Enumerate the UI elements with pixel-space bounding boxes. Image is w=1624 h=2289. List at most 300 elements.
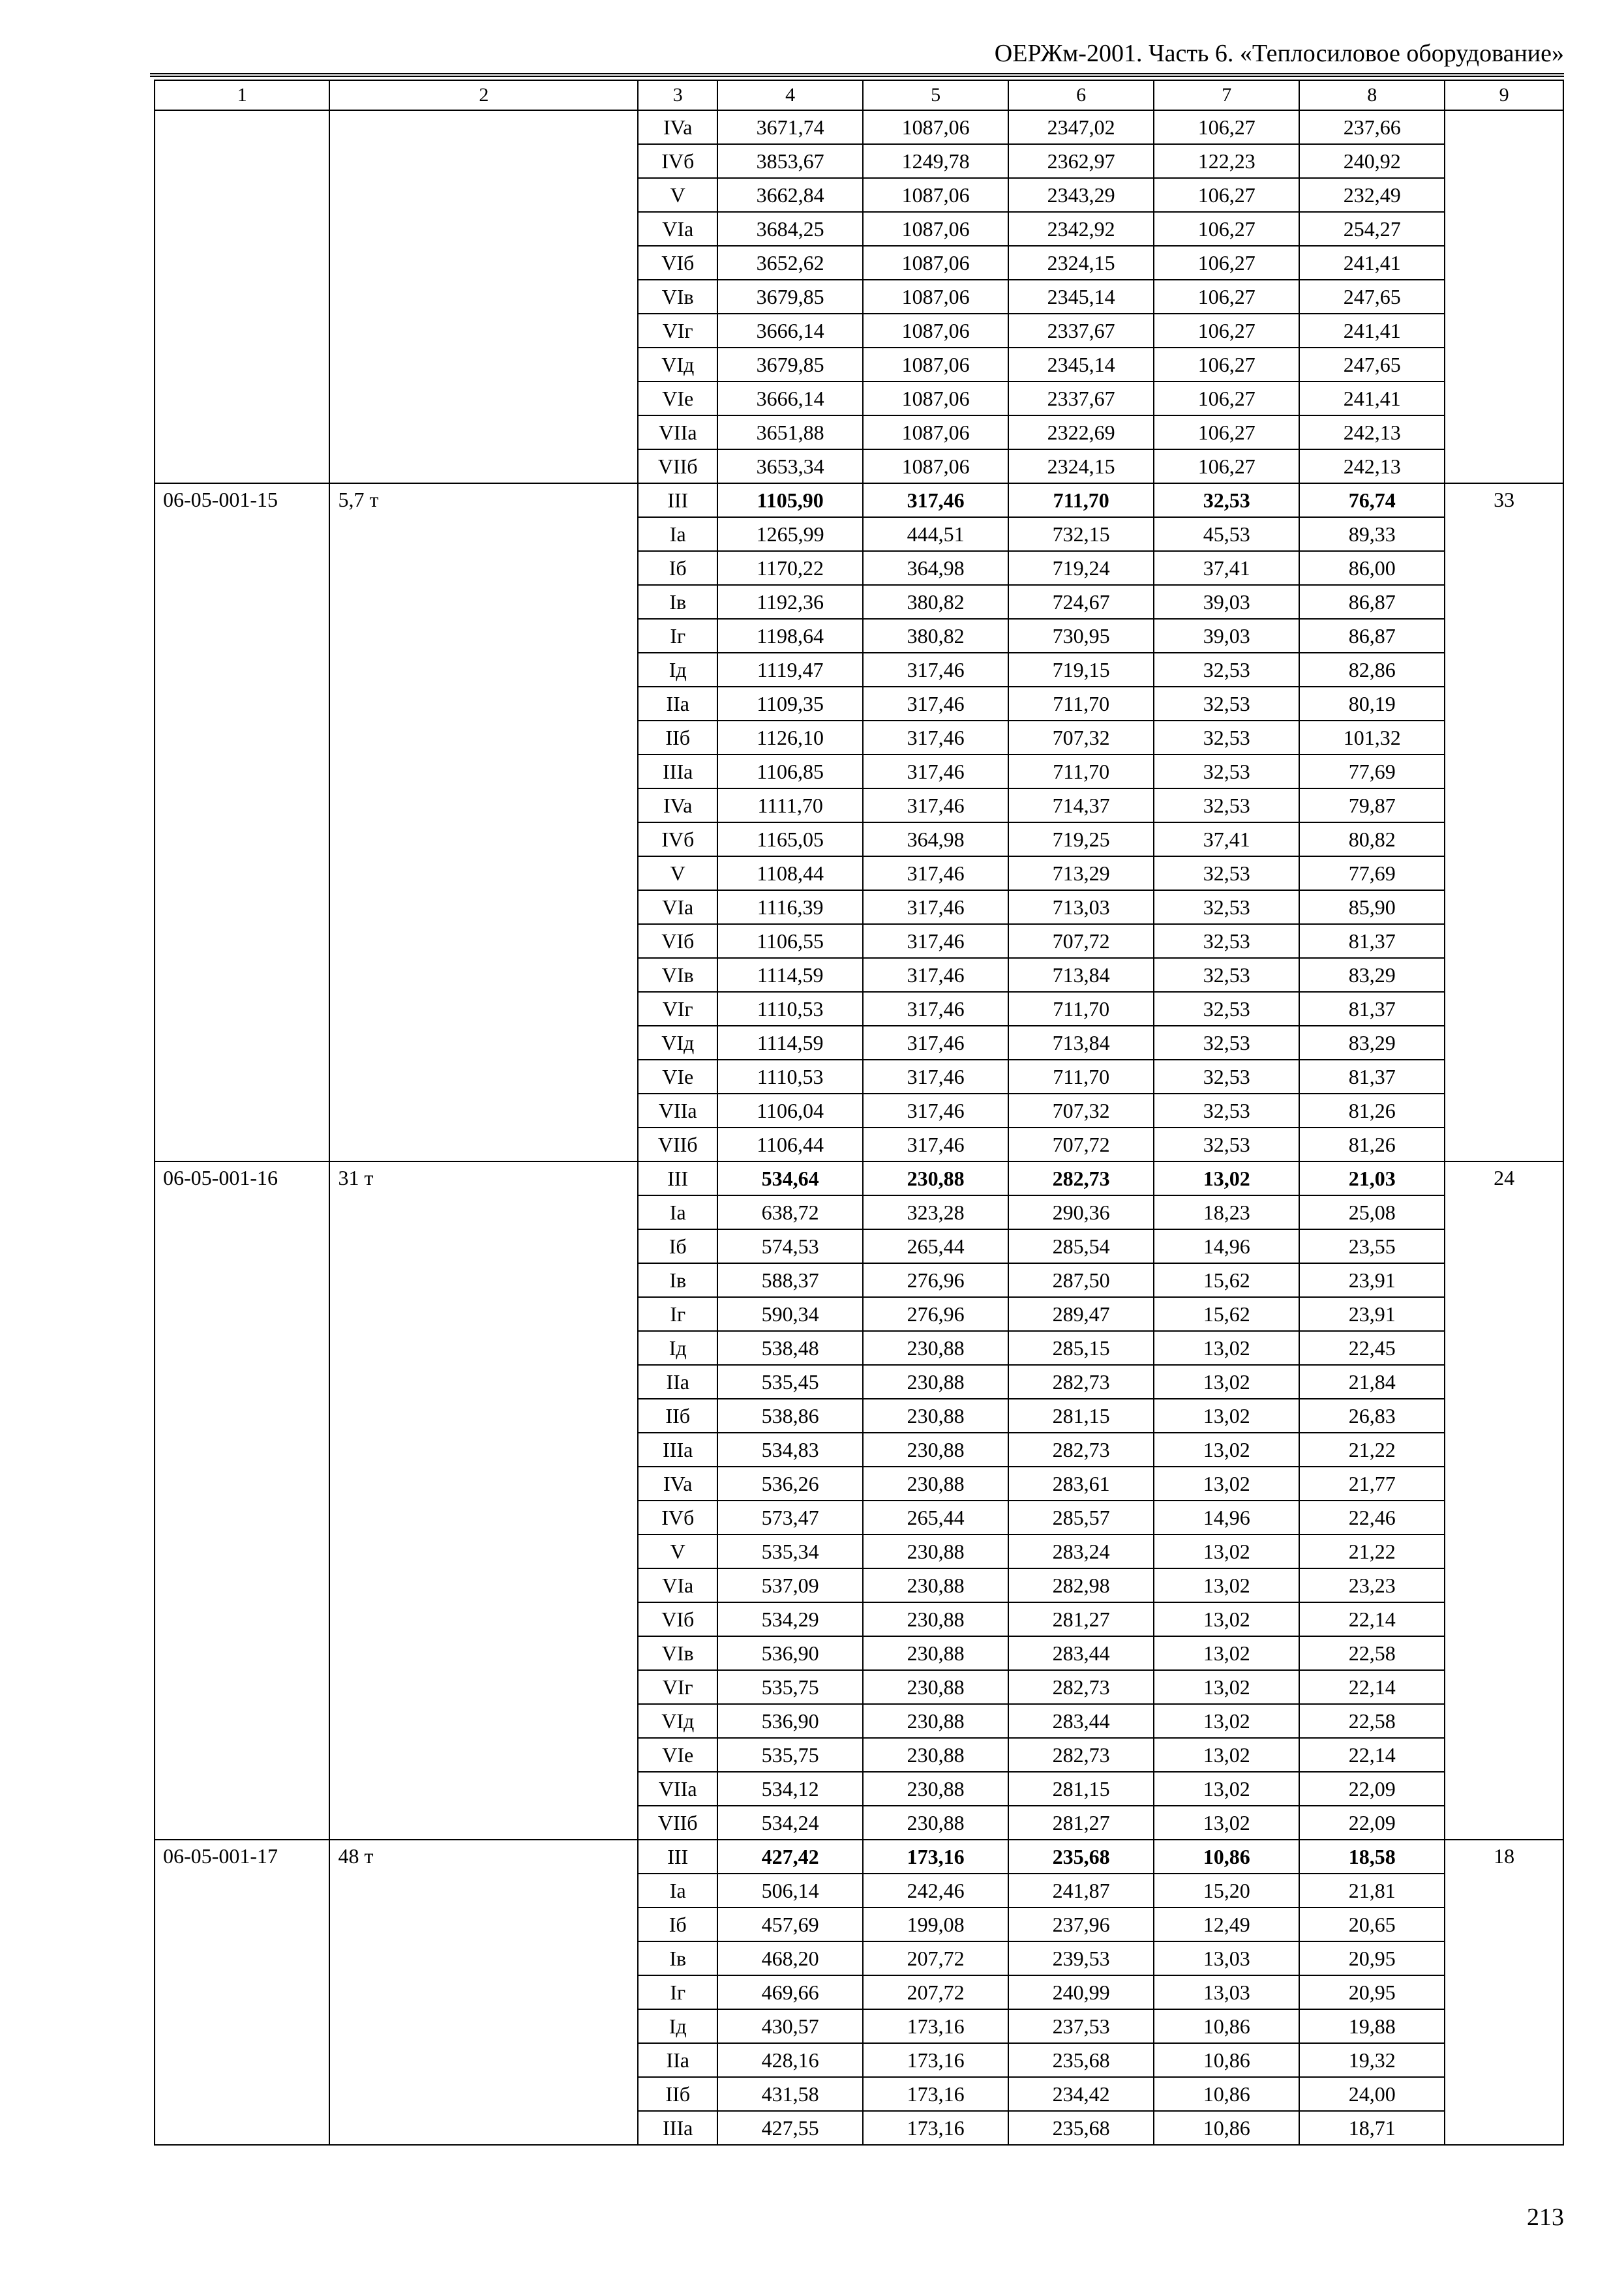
table-row [155,1094,1563,1128]
zone-code: IVб [638,822,717,856]
zone-code: VIв [638,1636,717,1670]
value-cell: 1265,99 [717,517,863,551]
page-header-title: ОЕРЖм-2001. Часть 6. «Теплосиловое оборудование» [994,40,1564,67]
value-cell: 285,54 [1008,1229,1154,1263]
value-cell: 536,90 [717,1704,863,1738]
page-header [150,38,1564,77]
value-cell: 724,67 [1008,585,1154,619]
zone-code: IIIa [638,1433,717,1467]
value-cell: 317,46 [863,1060,1008,1094]
table-row [155,212,1563,246]
value-cell: 22,09 [1299,1806,1445,1840]
note-cell: 24 [1445,1161,1563,1195]
value-cell: 317,46 [863,687,1008,721]
value-cell: 10,86 [1154,2009,1299,2043]
value-cell: 122,23 [1154,144,1299,178]
value-cell: 32,53 [1154,721,1299,755]
value-cell: 13,02 [1154,1806,1299,1840]
table-row [155,755,1563,788]
zone-code: Ia [638,517,717,551]
zone-code: IIб [638,1399,717,1433]
table-row [155,2009,1563,2043]
value-cell: 32,53 [1154,1026,1299,1060]
value-cell: 23,91 [1299,1297,1445,1331]
table-row [155,958,1563,992]
value-cell: 173,16 [863,1840,1008,1874]
value-cell: 573,47 [717,1501,863,1534]
equipment-parameter [329,721,638,755]
value-cell: 242,13 [1299,449,1445,483]
value-cell: 1087,06 [863,348,1008,382]
note-cell [1445,2043,1563,2077]
rate-code [155,1501,329,1534]
zone-code: VIIб [638,449,717,483]
table-row [155,856,1563,890]
value-cell: 13,02 [1154,1161,1299,1195]
rate-code [155,1195,329,1229]
note-cell [1445,1026,1563,1060]
value-cell: 538,86 [717,1399,863,1433]
equipment-parameter [329,1365,638,1399]
page-number: 213 [1527,2204,1564,2231]
rate-code [155,1738,329,1772]
equipment-parameter [329,1772,638,1806]
column-number: 9 [1445,80,1563,110]
zone-code: VIд [638,348,717,382]
value-cell: 638,72 [717,1195,863,1229]
rate-code [155,314,329,348]
zone-code: IIa [638,687,717,721]
zone-code: VIe [638,1060,717,1094]
zone-code: Iв [638,1941,717,1975]
rate-code [155,1128,329,1161]
table-row [155,653,1563,687]
value-cell: 22,45 [1299,1331,1445,1365]
value-cell: 719,15 [1008,653,1154,687]
equipment-parameter [329,415,638,449]
equipment-parameter [329,1874,638,1908]
value-cell: 22,09 [1299,1772,1445,1806]
value-cell: 1106,04 [717,1094,863,1128]
value-cell: 13,02 [1154,1399,1299,1433]
value-cell: 230,88 [863,1161,1008,1195]
value-cell: 1106,85 [717,755,863,788]
value-cell: 230,88 [863,1568,1008,1602]
rate-code [155,1229,329,1263]
value-cell: 536,90 [717,1636,863,1670]
table-row [155,1602,1563,1636]
value-cell: 713,03 [1008,890,1154,924]
equipment-parameter [329,2077,638,2111]
table-row [155,788,1563,822]
value-cell: 37,41 [1154,822,1299,856]
note-cell [1445,1806,1563,1840]
equipment-parameter [329,1094,638,1128]
value-cell: 230,88 [863,1772,1008,1806]
equipment-parameter [329,1026,638,1060]
zone-code: VIб [638,246,717,280]
value-cell: 106,27 [1154,178,1299,212]
value-cell: 317,46 [863,755,1008,788]
equipment-parameter [329,619,638,653]
value-cell: 32,53 [1154,687,1299,721]
equipment-parameter [329,2043,638,2077]
value-cell: 13,02 [1154,1636,1299,1670]
value-cell: 707,72 [1008,1128,1154,1161]
value-cell: 241,41 [1299,246,1445,280]
value-cell: 86,00 [1299,551,1445,585]
note-cell [1445,1195,1563,1229]
note-cell [1445,2077,1563,2111]
value-cell: 14,96 [1154,1229,1299,1263]
value-cell: 317,46 [863,1128,1008,1161]
equipment-parameter [329,755,638,788]
value-cell: 535,75 [717,1738,863,1772]
value-cell: 364,98 [863,551,1008,585]
value-cell: 13,02 [1154,1365,1299,1399]
value-cell: 106,27 [1154,382,1299,415]
value-cell: 317,46 [863,1026,1008,1060]
value-cell: 2345,14 [1008,348,1154,382]
zone-code: Iв [638,1263,717,1297]
value-cell: 3662,84 [717,178,863,212]
value-cell: 32,53 [1154,788,1299,822]
value-cell: 719,25 [1008,822,1154,856]
equipment-parameter [329,212,638,246]
column-number: 4 [717,80,863,110]
note-cell [1445,1365,1563,1399]
equipment-parameter [329,1941,638,1975]
rate-code [155,212,329,246]
equipment-parameter [329,924,638,958]
value-cell: 1087,06 [863,382,1008,415]
zone-code: VIб [638,924,717,958]
note-cell [1445,585,1563,619]
rate-code [155,1094,329,1128]
rate-code [155,551,329,585]
value-cell: 32,53 [1154,958,1299,992]
rate-code [155,1806,329,1840]
note-cell [1445,653,1563,687]
table-row [155,1636,1563,1670]
note-cell [1445,1297,1563,1331]
equipment-parameter [329,280,638,314]
value-cell: 20,95 [1299,1975,1445,2009]
value-cell: 317,46 [863,924,1008,958]
value-cell: 3651,88 [717,415,863,449]
value-cell: 80,19 [1299,687,1445,721]
value-cell: 230,88 [863,1670,1008,1704]
table-row [155,1026,1563,1060]
table-row [155,1161,1563,1195]
value-cell: 76,74 [1299,483,1445,517]
equipment-parameter [329,1602,638,1636]
value-cell: 86,87 [1299,585,1445,619]
note-cell [1445,856,1563,890]
value-cell: 13,02 [1154,1670,1299,1704]
table-row [155,1433,1563,1467]
rate-code [155,687,329,721]
rate-code [155,110,329,144]
equipment-parameter [329,1433,638,1467]
column-number: 3 [638,80,717,110]
equipment-parameter [329,551,638,585]
zone-code: VIг [638,992,717,1026]
note-cell [1445,1263,1563,1297]
table-row [155,551,1563,585]
rate-code [155,992,329,1026]
value-cell: 85,90 [1299,890,1445,924]
value-cell: 1114,59 [717,958,863,992]
value-cell: 317,46 [863,856,1008,890]
note-cell [1445,1568,1563,1602]
zone-code: IIб [638,2077,717,2111]
value-cell: 3666,14 [717,382,863,415]
value-cell: 364,98 [863,822,1008,856]
rate-code [155,958,329,992]
value-cell: 534,12 [717,1772,863,1806]
rate-code [155,1433,329,1467]
zone-code: VIe [638,1738,717,1772]
zone-code: Ia [638,1874,717,1908]
value-cell: 283,44 [1008,1636,1154,1670]
table-row [155,687,1563,721]
note-cell [1445,1908,1563,1941]
value-cell: 237,66 [1299,110,1445,144]
value-cell: 730,95 [1008,619,1154,653]
equipment-parameter [329,1060,638,1094]
value-cell: 232,49 [1299,178,1445,212]
equipment-parameter [329,348,638,382]
rate-code [155,890,329,924]
equipment-parameter [329,1908,638,1941]
equipment-parameter [329,1975,638,2009]
value-cell: 32,53 [1154,483,1299,517]
table-row [155,822,1563,856]
zone-code: VIв [638,958,717,992]
value-cell: 230,88 [863,1399,1008,1433]
value-cell: 240,92 [1299,144,1445,178]
note-cell: 18 [1445,1840,1563,1874]
value-cell: 13,02 [1154,1738,1299,1772]
value-cell: 1116,39 [717,890,863,924]
table-row [155,483,1563,517]
equipment-parameter [329,314,638,348]
value-cell: 21,84 [1299,1365,1445,1399]
value-cell: 1114,59 [717,1026,863,1060]
note-cell [1445,449,1563,483]
note-cell [1445,1941,1563,1975]
table-row [155,992,1563,1026]
note-cell [1445,1229,1563,1263]
note-cell [1445,687,1563,721]
note-cell [1445,1534,1563,1568]
note-cell [1445,1670,1563,1704]
value-cell: 2337,67 [1008,382,1154,415]
zone-code: V [638,856,717,890]
equipment-parameter [329,1704,638,1738]
rate-code [155,1568,329,1602]
rate-code [155,653,329,687]
note-cell [1445,1060,1563,1094]
value-cell: 1105,90 [717,483,863,517]
table-row [155,1874,1563,1908]
value-cell: 431,58 [717,2077,863,2111]
value-cell: 240,99 [1008,1975,1154,2009]
value-cell: 711,70 [1008,992,1154,1026]
value-cell: 2347,02 [1008,110,1154,144]
rate-code [155,415,329,449]
value-cell: 18,58 [1299,1840,1445,1874]
value-cell: 281,15 [1008,1772,1154,1806]
value-cell: 444,51 [863,517,1008,551]
table-row [155,585,1563,619]
equipment-parameter [329,144,638,178]
note-cell [1445,144,1563,178]
value-cell: 25,08 [1299,1195,1445,1229]
rate-code [155,178,329,212]
value-cell: 282,73 [1008,1365,1154,1399]
rate-code [155,1772,329,1806]
note-cell [1445,415,1563,449]
value-cell: 713,84 [1008,958,1154,992]
value-cell: 13,02 [1154,1704,1299,1738]
rate-code [155,1908,329,1941]
table-row [155,382,1563,415]
value-cell: 79,87 [1299,788,1445,822]
value-cell: 230,88 [863,1704,1008,1738]
equipment-parameter [329,1399,638,1433]
value-cell: 1119,47 [717,653,863,687]
table-row [155,348,1563,382]
table-row [155,415,1563,449]
value-cell: 230,88 [863,1534,1008,1568]
value-cell: 81,26 [1299,1094,1445,1128]
rate-code [155,1704,329,1738]
value-cell: 237,53 [1008,2009,1154,2043]
note-cell [1445,348,1563,382]
equipment-parameter: 31 т [329,1161,638,1195]
value-cell: 427,55 [717,2111,863,2145]
value-cell: 106,27 [1154,449,1299,483]
zone-code: VIIa [638,415,717,449]
value-cell: 469,66 [717,1975,863,2009]
equipment-parameter [329,449,638,483]
note-cell [1445,280,1563,314]
value-cell: 535,34 [717,1534,863,1568]
equipment-parameter [329,1738,638,1772]
zone-code: IIб [638,721,717,755]
value-cell: 317,46 [863,958,1008,992]
table-row [155,1975,1563,2009]
zone-code: IIIa [638,755,717,788]
table-row [155,1840,1563,1874]
rate-code [155,1060,329,1094]
equipment-parameter: 5,7 т [329,483,638,517]
value-cell: 13,02 [1154,1602,1299,1636]
table-row [155,1568,1563,1602]
value-cell: 1170,22 [717,551,863,585]
value-cell: 282,73 [1008,1670,1154,1704]
value-cell: 2362,97 [1008,144,1154,178]
rate-code [155,1467,329,1501]
equipment-parameter [329,1636,638,1670]
table-row [155,110,1563,144]
value-cell: 241,87 [1008,1874,1154,1908]
equipment-parameter [329,1534,638,1568]
note-cell [1445,1874,1563,1908]
zone-code: VIIб [638,1806,717,1840]
value-cell: 1087,06 [863,246,1008,280]
zone-code: III [638,1161,717,1195]
value-cell: 22,58 [1299,1704,1445,1738]
value-cell: 317,46 [863,890,1008,924]
rates-table [154,80,1564,2146]
value-cell: 534,29 [717,1602,863,1636]
column-number: 8 [1299,80,1445,110]
equipment-parameter [329,992,638,1026]
value-cell: 254,27 [1299,212,1445,246]
table-row [155,1467,1563,1501]
equipment-parameter [329,1195,638,1229]
value-cell: 19,32 [1299,2043,1445,2077]
column-number: 6 [1008,80,1154,110]
value-cell: 1111,70 [717,788,863,822]
rate-code [155,1941,329,1975]
rate-code [155,517,329,551]
rate-code [155,1975,329,2009]
value-cell: 26,83 [1299,1399,1445,1433]
equipment-parameter [329,1670,638,1704]
value-cell: 534,64 [717,1161,863,1195]
value-cell: 1087,06 [863,314,1008,348]
value-cell: 32,53 [1154,992,1299,1026]
zone-code: V [638,1534,717,1568]
value-cell: 2324,15 [1008,449,1154,483]
table-row [155,2111,1563,2145]
equipment-parameter [329,653,638,687]
rate-code [155,1399,329,1433]
value-cell: 241,41 [1299,314,1445,348]
zone-code: Iг [638,1975,717,2009]
table-row [155,1229,1563,1263]
value-cell: 380,82 [863,585,1008,619]
value-cell: 81,37 [1299,924,1445,958]
note-cell [1445,1399,1563,1433]
zone-code: III [638,1840,717,1874]
rate-code [155,585,329,619]
note-cell: 33 [1445,483,1563,517]
zone-code: Iв [638,585,717,619]
rate-code [155,246,329,280]
value-cell: 276,96 [863,1263,1008,1297]
rate-code [155,2043,329,2077]
value-cell: 22,14 [1299,1670,1445,1704]
value-cell: 32,53 [1154,924,1299,958]
zone-code: Iг [638,1297,717,1331]
rate-code [155,382,329,415]
rate-code [155,1636,329,1670]
note-cell [1445,924,1563,958]
value-cell: 1087,06 [863,415,1008,449]
value-cell: 1110,53 [717,992,863,1026]
zone-code: VIг [638,1670,717,1704]
note-cell [1445,314,1563,348]
value-cell: 468,20 [717,1941,863,1975]
value-cell: 15,62 [1154,1297,1299,1331]
value-cell: 1106,55 [717,924,863,958]
value-cell: 241,41 [1299,382,1445,415]
